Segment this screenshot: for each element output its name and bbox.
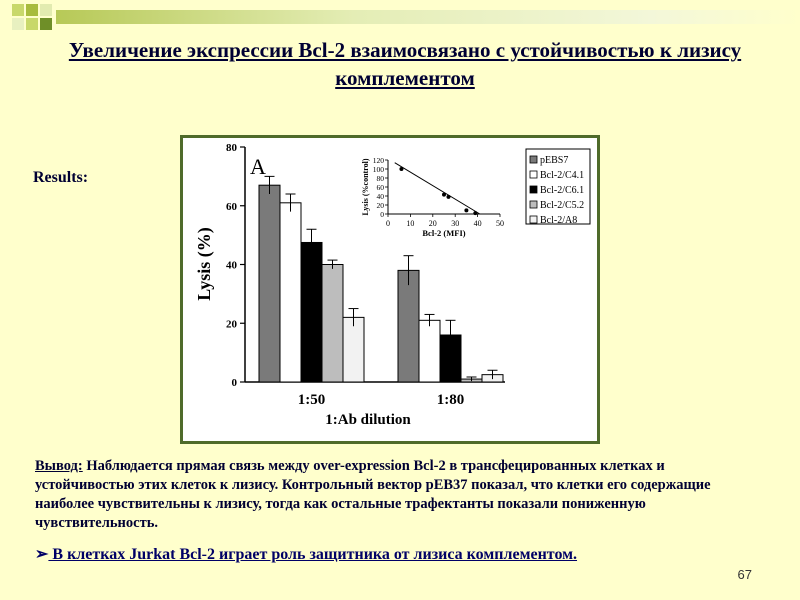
- header-bar: [56, 10, 800, 24]
- bar: [280, 203, 301, 382]
- legend-label: Bcl-2/C4.1: [540, 170, 585, 181]
- y-tick-label: 0: [231, 377, 237, 389]
- inset-y-tick-label: 40: [376, 192, 384, 201]
- bar: [398, 270, 419, 382]
- inset-y-tick-label: 100: [372, 165, 384, 174]
- chart-svg: [183, 138, 597, 441]
- legend-swatch: [530, 186, 537, 193]
- header-decoration: [0, 0, 800, 30]
- inset-data-point: [473, 211, 477, 215]
- bar: [259, 185, 280, 382]
- bullet-text: В клетках Jurkat Bcl-2 играет роль защитника от лизиса комплементом.: [48, 546, 578, 563]
- inset-data-point: [446, 195, 450, 199]
- legend-swatch: [530, 216, 537, 223]
- legend-label: Bcl-2/C6.1: [540, 185, 585, 196]
- x-tick-label: 1:80: [436, 392, 465, 408]
- panel-letter: A: [250, 154, 266, 179]
- inset-y-axis-title: Lysis (%control): [361, 158, 370, 216]
- summary-bullet: [35, 544, 577, 564]
- inset-data-point: [399, 167, 403, 171]
- conclusion-text: Наблюдается прямая связь между over-expression Bcl-2 в трансфецированных клетках и устойчивостью этих клеток к лизису. Контрольный вектор pEB37 показал, что клетки его содержащие наиболее чувствительны к лизису, тогда как остальные трафектанты показали пониженную чувствительность.: [35, 458, 711, 531]
- x-axis-title: 1:Ab dilution: [325, 412, 411, 428]
- y-tick-label: 20: [226, 318, 237, 331]
- inset-x-tick-label: 0: [386, 219, 390, 228]
- inset-data-point: [464, 208, 468, 212]
- deco-square: [26, 18, 38, 30]
- inset-x-tick-label: 10: [406, 219, 415, 228]
- inset-y-tick-label: 120: [372, 156, 384, 165]
- bar: [322, 265, 343, 383]
- inset-y-tick-label: 60: [376, 183, 384, 192]
- inset-x-tick-label: 30: [451, 219, 460, 228]
- inset-data-point: [442, 193, 446, 197]
- bar: [419, 320, 440, 382]
- deco-square: [40, 18, 52, 30]
- legend-swatch: [530, 171, 537, 178]
- legend-label: pEBS7: [540, 155, 569, 166]
- arrow-bullet-icon: ➢: [35, 546, 49, 563]
- y-tick-label: 40: [226, 259, 237, 272]
- inset-y-tick-label: 80: [376, 174, 384, 183]
- legend-swatch: [530, 201, 537, 208]
- legend-label: Bcl-2/A8: [540, 215, 578, 226]
- deco-square: [40, 4, 52, 16]
- chart-figure: [180, 135, 600, 444]
- inset-x-axis-title: Bcl-2 (MFI): [422, 228, 466, 238]
- deco-square: [12, 18, 24, 30]
- inset-x-tick-label: 20: [428, 219, 437, 228]
- y-axis-title: Lysis (%): [194, 227, 214, 301]
- inset-x-tick-label: 40: [473, 219, 482, 228]
- deco-square: [12, 4, 24, 16]
- conclusion-lead: Вывод:: [35, 458, 83, 474]
- inset-y-tick-label: 0: [380, 210, 384, 219]
- results-label: Results:: [33, 169, 89, 186]
- y-tick-label: 80: [226, 142, 237, 154]
- y-tick-label: 60: [226, 200, 237, 213]
- bar: [301, 242, 322, 382]
- slide-title: Увеличение экспрессии Bcl-2 взаимосвязано с устойчивостью к лизису комплементом: [68, 38, 742, 90]
- inset-x-tick-label: 50: [496, 219, 504, 228]
- legend-swatch: [530, 156, 537, 163]
- inset-y-tick-label: 20: [376, 201, 384, 210]
- bar: [343, 317, 364, 382]
- inset-trendline: [395, 163, 480, 214]
- x-tick-label: 1:50: [297, 392, 326, 408]
- page-number: 67: [737, 567, 752, 582]
- legend-label: Bcl-2/C5.2: [540, 200, 585, 211]
- deco-square: [26, 4, 38, 16]
- conclusion-paragraph: [35, 457, 765, 533]
